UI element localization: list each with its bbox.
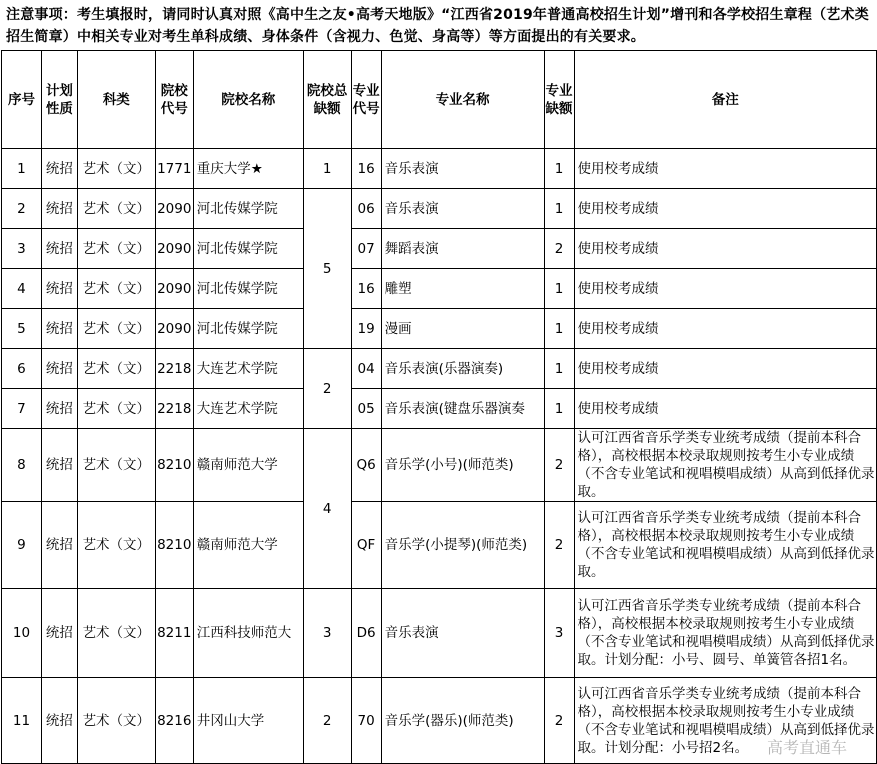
- cell-seq: 8: [2, 429, 42, 502]
- cell-major-code: 07: [351, 229, 381, 269]
- cell-school-code: 8211: [155, 589, 193, 678]
- cell-plan-type: 统招: [41, 678, 77, 764]
- cell-major-vacancy: 1: [544, 309, 574, 349]
- header-major-name: 专业名称: [381, 51, 544, 149]
- cell-school-vacancy: 2: [303, 349, 351, 429]
- cell-plan-type: 统招: [41, 309, 77, 349]
- cell-major-code: 06: [351, 189, 381, 229]
- table-row: [2, 429, 877, 502]
- cell-major-vacancy: 2: [544, 678, 574, 764]
- cell-category: 艺术（文）: [77, 389, 155, 429]
- cell-school-code: 2090: [155, 309, 193, 349]
- cell-category: 艺术（文）: [77, 349, 155, 389]
- cell-remarks: 认可江西省音乐学类专业统考成绩（提前本科合格），高校根据本校录取规则按考生小专业成绩（不含专业笔试和视唱模唱成绩）从高到低择优录取。计划分配：小号、圆号、单簧管各招1名。: [574, 589, 877, 678]
- cell-category: 艺术（文）: [77, 149, 155, 189]
- cell-remarks: 认可江西省音乐学类专业统考成绩（提前本科合格），高校根据本校录取规则按考生小专业成绩（不含专业笔试和视唱模唱成绩）从高到低择优录取。计划分配：小号招2名。: [574, 678, 877, 764]
- cell-major-name: 雕塑: [381, 269, 544, 309]
- cell-major-vacancy: 1: [544, 189, 574, 229]
- cell-remarks: 使用校考成绩: [574, 149, 877, 189]
- cell-major-vacancy: 3: [544, 589, 574, 678]
- cell-major-code: 16: [351, 149, 381, 189]
- table-row: [2, 269, 877, 309]
- cell-category: 艺术（文）: [77, 502, 155, 589]
- cell-school-vacancy: 1: [303, 149, 351, 189]
- cell-school-name: 江西科技师范大: [193, 589, 303, 678]
- cell-major-name: 音乐表演(乐器演奏): [381, 349, 544, 389]
- cell-major-code: Q6: [351, 429, 381, 502]
- cell-seq: 10: [2, 589, 42, 678]
- cell-plan-type: 统招: [41, 269, 77, 309]
- watermark: 高考直通车: [766, 738, 847, 757]
- cell-remarks: 使用校考成绩: [574, 269, 877, 309]
- cell-remarks: 认可江西省音乐学类专业统考成绩（提前本科合格），高校根据本校录取规则按考生小专业成绩（不含专业笔试和视唱模唱成绩）从高到低择优录取。: [574, 429, 877, 502]
- header-school-vacancy: 院校总缺额: [303, 51, 351, 149]
- cell-school-name: 河北传媒学院: [193, 229, 303, 269]
- cell-school-vacancy: 2: [303, 678, 351, 764]
- cell-plan-type: 统招: [41, 429, 77, 502]
- header-major-code: 专业代号: [351, 51, 381, 149]
- cell-seq: 1: [2, 149, 42, 189]
- header-category: 科类: [77, 51, 155, 149]
- table-row: [2, 389, 877, 429]
- cell-plan-type: 统招: [41, 502, 77, 589]
- cell-school-name: 大连艺术学院: [193, 349, 303, 389]
- cell-remarks: 认可江西省音乐学类专业统考成绩（提前本科合格），高校根据本校录取规则按考生小专业成绩（不含专业笔试和视唱模唱成绩）从高到低择优录取。: [574, 502, 877, 589]
- table-row: [2, 589, 877, 678]
- table-row: [2, 349, 877, 389]
- cell-major-code: 19: [351, 309, 381, 349]
- table-row: [2, 189, 877, 229]
- cell-major-vacancy: 1: [544, 269, 574, 309]
- cell-major-vacancy: 1: [544, 389, 574, 429]
- cell-school-vacancy: 5: [303, 189, 351, 349]
- cell-major-name: 音乐学(小提琴)(师范类): [381, 502, 544, 589]
- table-row: [2, 149, 877, 189]
- cell-major-code: D6: [351, 589, 381, 678]
- cell-category: 艺术（文）: [77, 269, 155, 309]
- cell-plan-type: 统招: [41, 229, 77, 269]
- cell-school-code: 8216: [155, 678, 193, 764]
- cell-seq: 5: [2, 309, 42, 349]
- cell-seq: 4: [2, 269, 42, 309]
- cell-remarks: 使用校考成绩: [574, 189, 877, 229]
- cell-plan-type: 统招: [41, 389, 77, 429]
- cell-school-name: 重庆大学★: [193, 149, 303, 189]
- cell-school-name: 大连艺术学院: [193, 389, 303, 429]
- cell-seq: 6: [2, 349, 42, 389]
- cell-school-code: 2218: [155, 389, 193, 429]
- cell-major-vacancy: 1: [544, 149, 574, 189]
- cell-category: 艺术（文）: [77, 678, 155, 764]
- cell-school-name: 河北传媒学院: [193, 309, 303, 349]
- cell-remarks: 使用校考成绩: [574, 389, 877, 429]
- cell-category: 艺术（文）: [77, 429, 155, 502]
- header-plan-type: 计划性质: [41, 51, 77, 149]
- cell-category: 艺术（文）: [77, 189, 155, 229]
- cell-seq: 11: [2, 678, 42, 764]
- cell-major-name: 音乐表演: [381, 189, 544, 229]
- cell-school-name: 河北传媒学院: [193, 269, 303, 309]
- cell-category: 艺术（文）: [77, 589, 155, 678]
- cell-seq: 3: [2, 229, 42, 269]
- cell-major-vacancy: 2: [544, 229, 574, 269]
- cell-major-name: 音乐表演: [381, 589, 544, 678]
- cell-seq: 7: [2, 389, 42, 429]
- cell-school-code: 2090: [155, 269, 193, 309]
- cell-major-vacancy: 2: [544, 429, 574, 502]
- cell-plan-type: 统招: [41, 349, 77, 389]
- cell-major-code: QF: [351, 502, 381, 589]
- table-row: [2, 229, 877, 269]
- cell-major-vacancy: 1: [544, 349, 574, 389]
- cell-category: 艺术（文）: [77, 229, 155, 269]
- table-row: [2, 678, 877, 764]
- cell-seq: 9: [2, 502, 42, 589]
- cell-category: 艺术（文）: [77, 309, 155, 349]
- header-remarks: 备注: [574, 51, 877, 149]
- cell-school-code: 2218: [155, 349, 193, 389]
- cell-school-name: 赣南师范大学: [193, 429, 303, 502]
- cell-school-name: 井冈山大学: [193, 678, 303, 764]
- cell-plan-type: 统招: [41, 189, 77, 229]
- header-row: [2, 51, 877, 149]
- cell-school-code: 8210: [155, 502, 193, 589]
- cell-school-code: 2090: [155, 189, 193, 229]
- cell-school-name: 赣南师范大学: [193, 502, 303, 589]
- cell-seq: 2: [2, 189, 42, 229]
- cell-major-code: 70: [351, 678, 381, 764]
- notice-text: 注意事项：考生填报时，请同时认真对照《高中生之友•高考天地版》“江西省2019年普通高校招生计划”增刊和各学校招生章程（艺术类招生简章）中相关专业对考生单科成绩、身体条件（含视力、色觉、身高等）等方面提出的有关要求。: [6, 7, 869, 45]
- table-row: [2, 309, 877, 349]
- cell-plan-type: 统招: [41, 149, 77, 189]
- cell-major-code: 16: [351, 269, 381, 309]
- cell-major-name: 音乐表演: [381, 149, 544, 189]
- cell-school-name: 河北传媒学院: [193, 189, 303, 229]
- cell-major-code: 05: [351, 389, 381, 429]
- vacancy-table: [1, 50, 877, 764]
- cell-school-code: 2090: [155, 229, 193, 269]
- header-seq: 序号: [2, 51, 42, 149]
- cell-major-name: 舞蹈表演: [381, 229, 544, 269]
- cell-school-code: 8210: [155, 429, 193, 502]
- cell-plan-type: 统招: [41, 589, 77, 678]
- cell-major-vacancy: 2: [544, 502, 574, 589]
- cell-school-vacancy: 3: [303, 589, 351, 678]
- cell-school-code: 1771: [155, 149, 193, 189]
- header-school-code: 院校代号: [155, 51, 193, 149]
- cell-remarks: 使用校考成绩: [574, 229, 877, 269]
- header-major-vacancy: 专业缺额: [544, 51, 574, 149]
- cell-major-name: 音乐表演(键盘乐器演奏: [381, 389, 544, 429]
- cell-major-name: 漫画: [381, 309, 544, 349]
- cell-major-name: 音乐学(器乐)(师范类): [381, 678, 544, 764]
- header-school-name: 院校名称: [193, 51, 303, 149]
- cell-remarks: 使用校考成绩: [574, 309, 877, 349]
- cell-remarks: 使用校考成绩: [574, 349, 877, 389]
- table-row: [2, 502, 877, 589]
- cell-school-vacancy: 4: [303, 429, 351, 589]
- cell-major-name: 音乐学(小号)(师范类): [381, 429, 544, 502]
- cell-major-code: 04: [351, 349, 381, 389]
